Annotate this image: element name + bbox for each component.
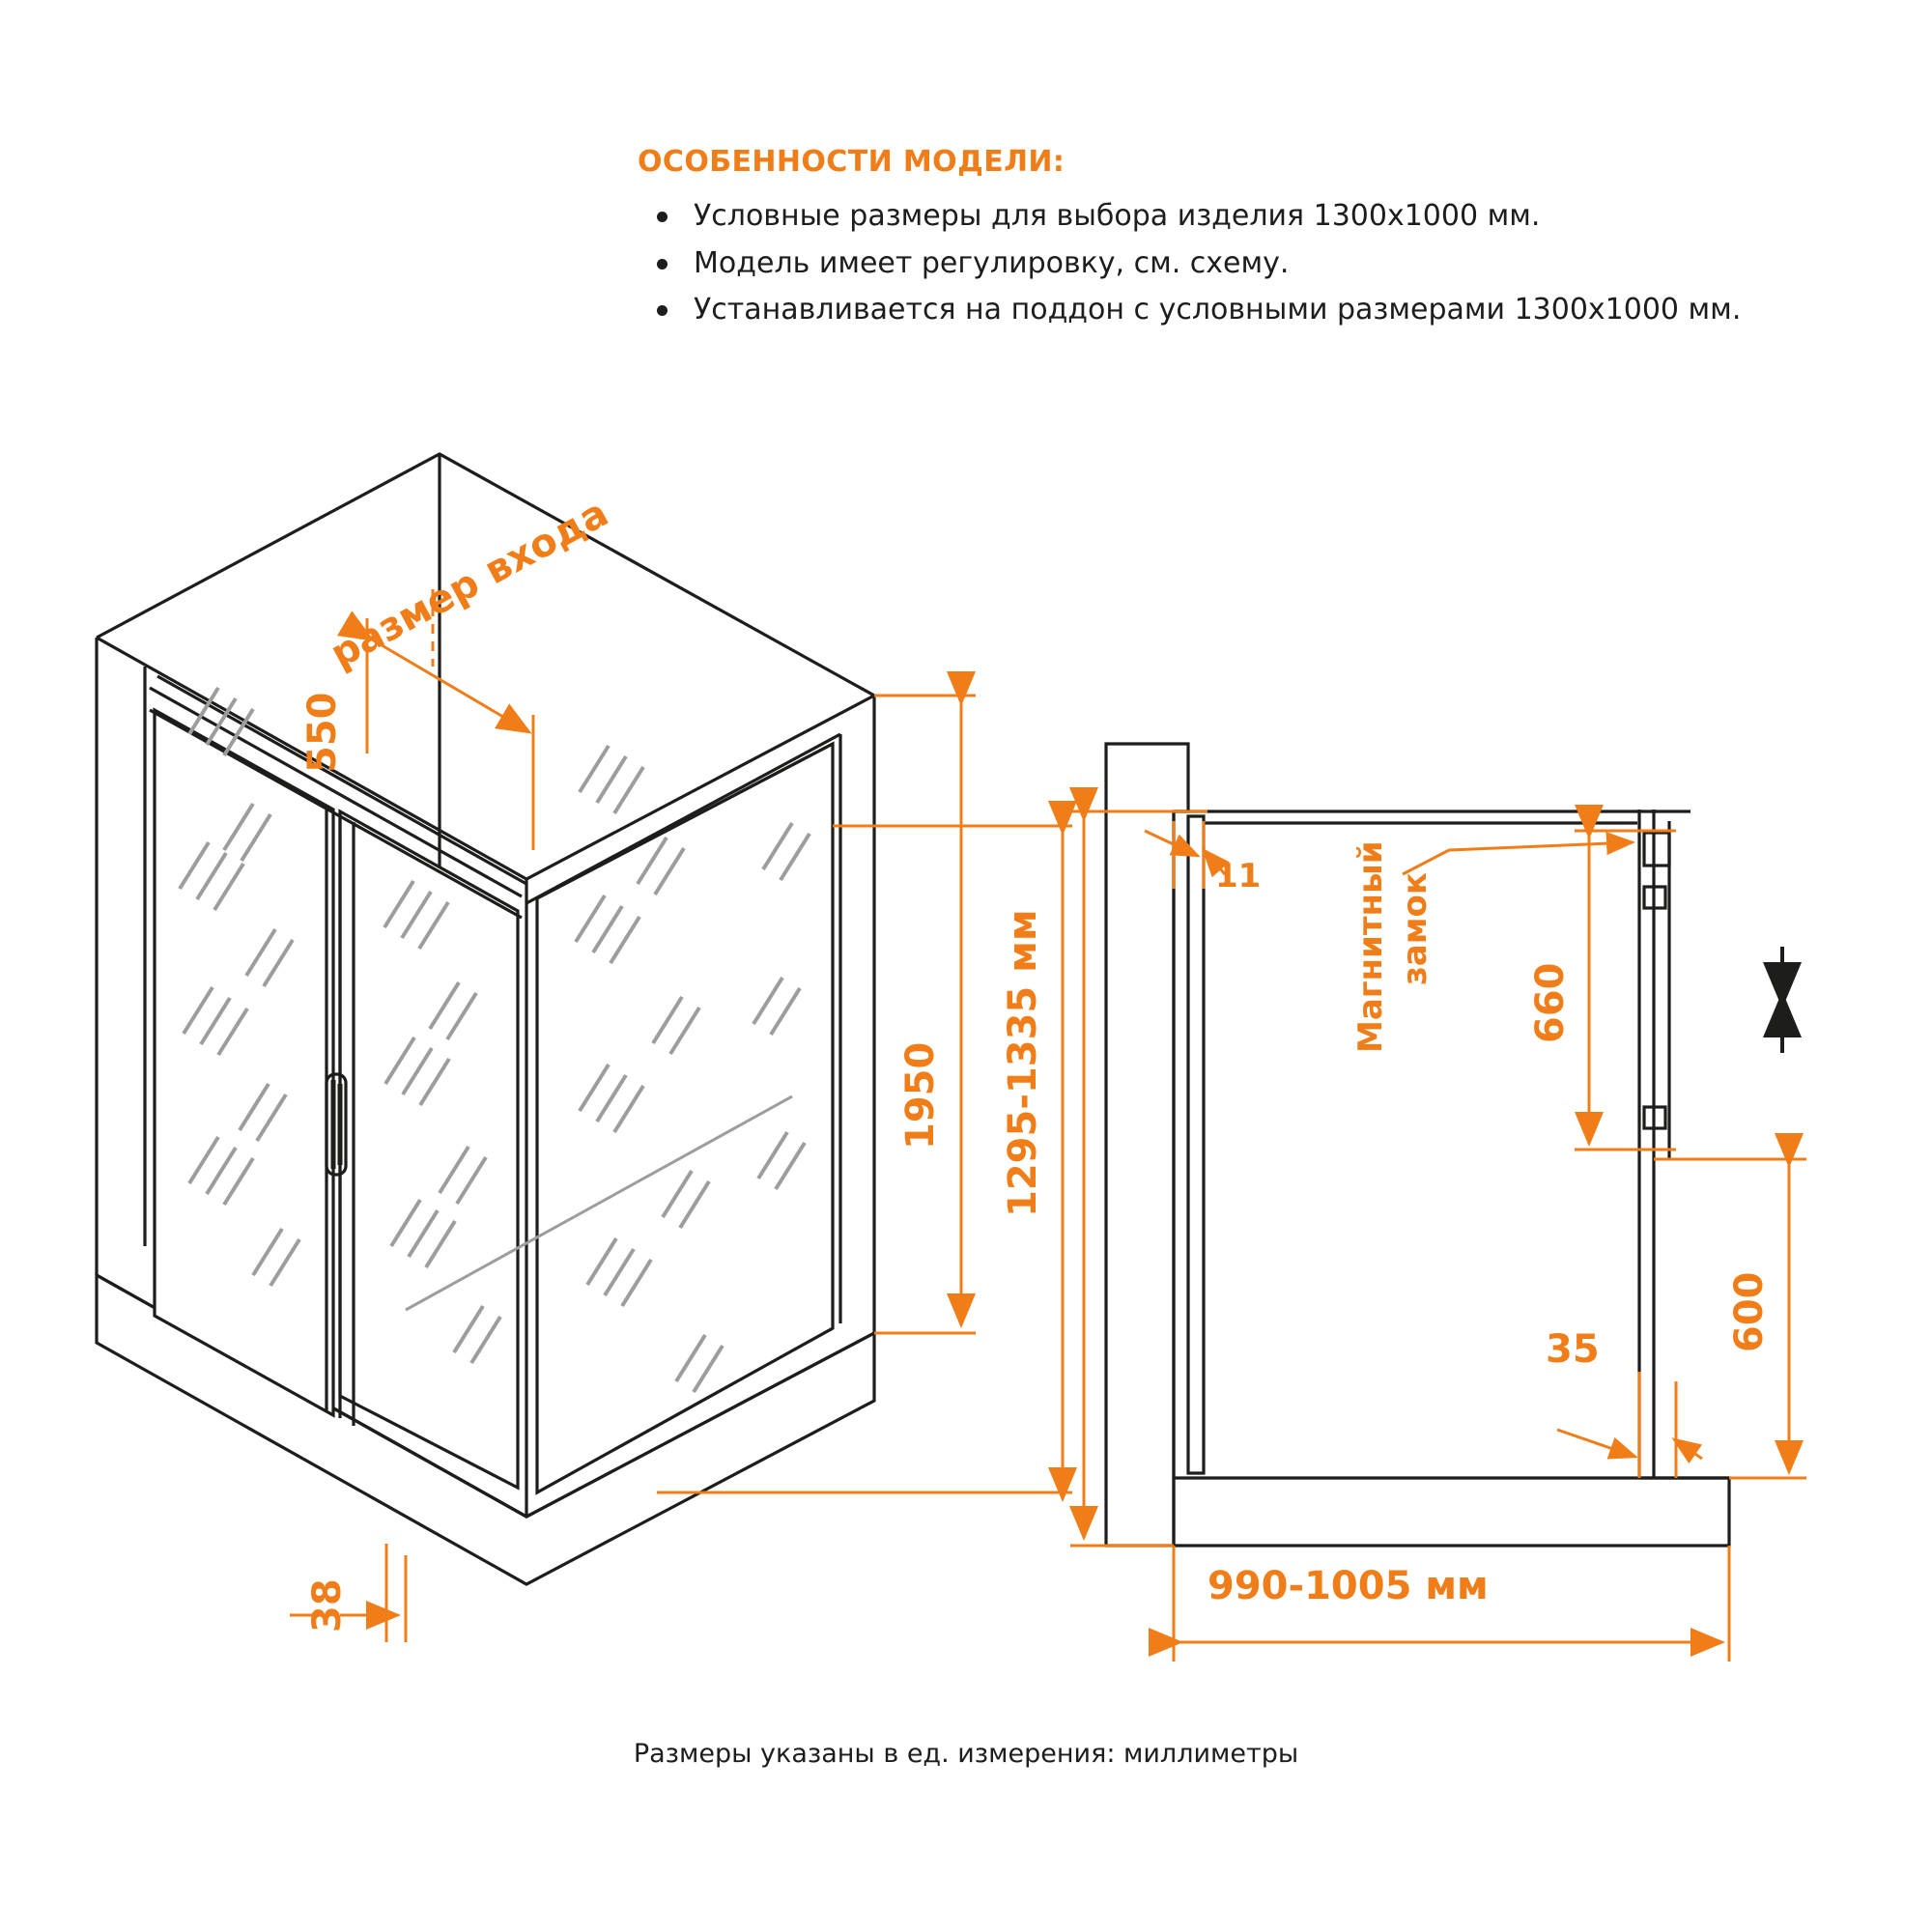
plan-gap-value: 11 [1215, 857, 1262, 895]
units-note: Размеры указаны в ед. измерения: миллиметры [633, 1739, 1299, 1769]
plan-view [1106, 744, 1782, 1546]
fixed-glass-panel [537, 744, 833, 1492]
plan-width-value: 990-1005 мм [1208, 1564, 1489, 1608]
plan-lock-label-line1: Магнитный [1351, 840, 1390, 1053]
feature-text: Модель имеет регулировку, см. схему. [694, 245, 1290, 280]
feature-text: Условные размеры для выбора изделия 1300x1000 мм. [694, 199, 1541, 233]
iso-entrance-label: размер входа [323, 491, 616, 677]
isometric-view [97, 454, 874, 1584]
features-title: ОСОБЕННОСТИ МОДЕЛИ: [638, 145, 1065, 179]
plan-panel-value: 600 [1727, 1271, 1772, 1352]
sliding-door-panel [155, 710, 518, 1488]
plan-offset-value: 35 [1546, 1327, 1600, 1372]
plan-dimensions [1070, 811, 1806, 1662]
iso-height-range: 1295-1335 мм [1001, 909, 1045, 1217]
plan-lock-label-line2: замок [1396, 872, 1435, 985]
iso-height-value: 1950 [898, 1041, 943, 1150]
iso-profile-value: 38 [305, 1578, 350, 1633]
plan-hinge-value: 660 [1528, 962, 1573, 1043]
iso-entrance-value: 550 [300, 692, 345, 773]
feature-text: Устанавливается на поддон с условными размерами 1300x1000 мм. [694, 293, 1742, 327]
